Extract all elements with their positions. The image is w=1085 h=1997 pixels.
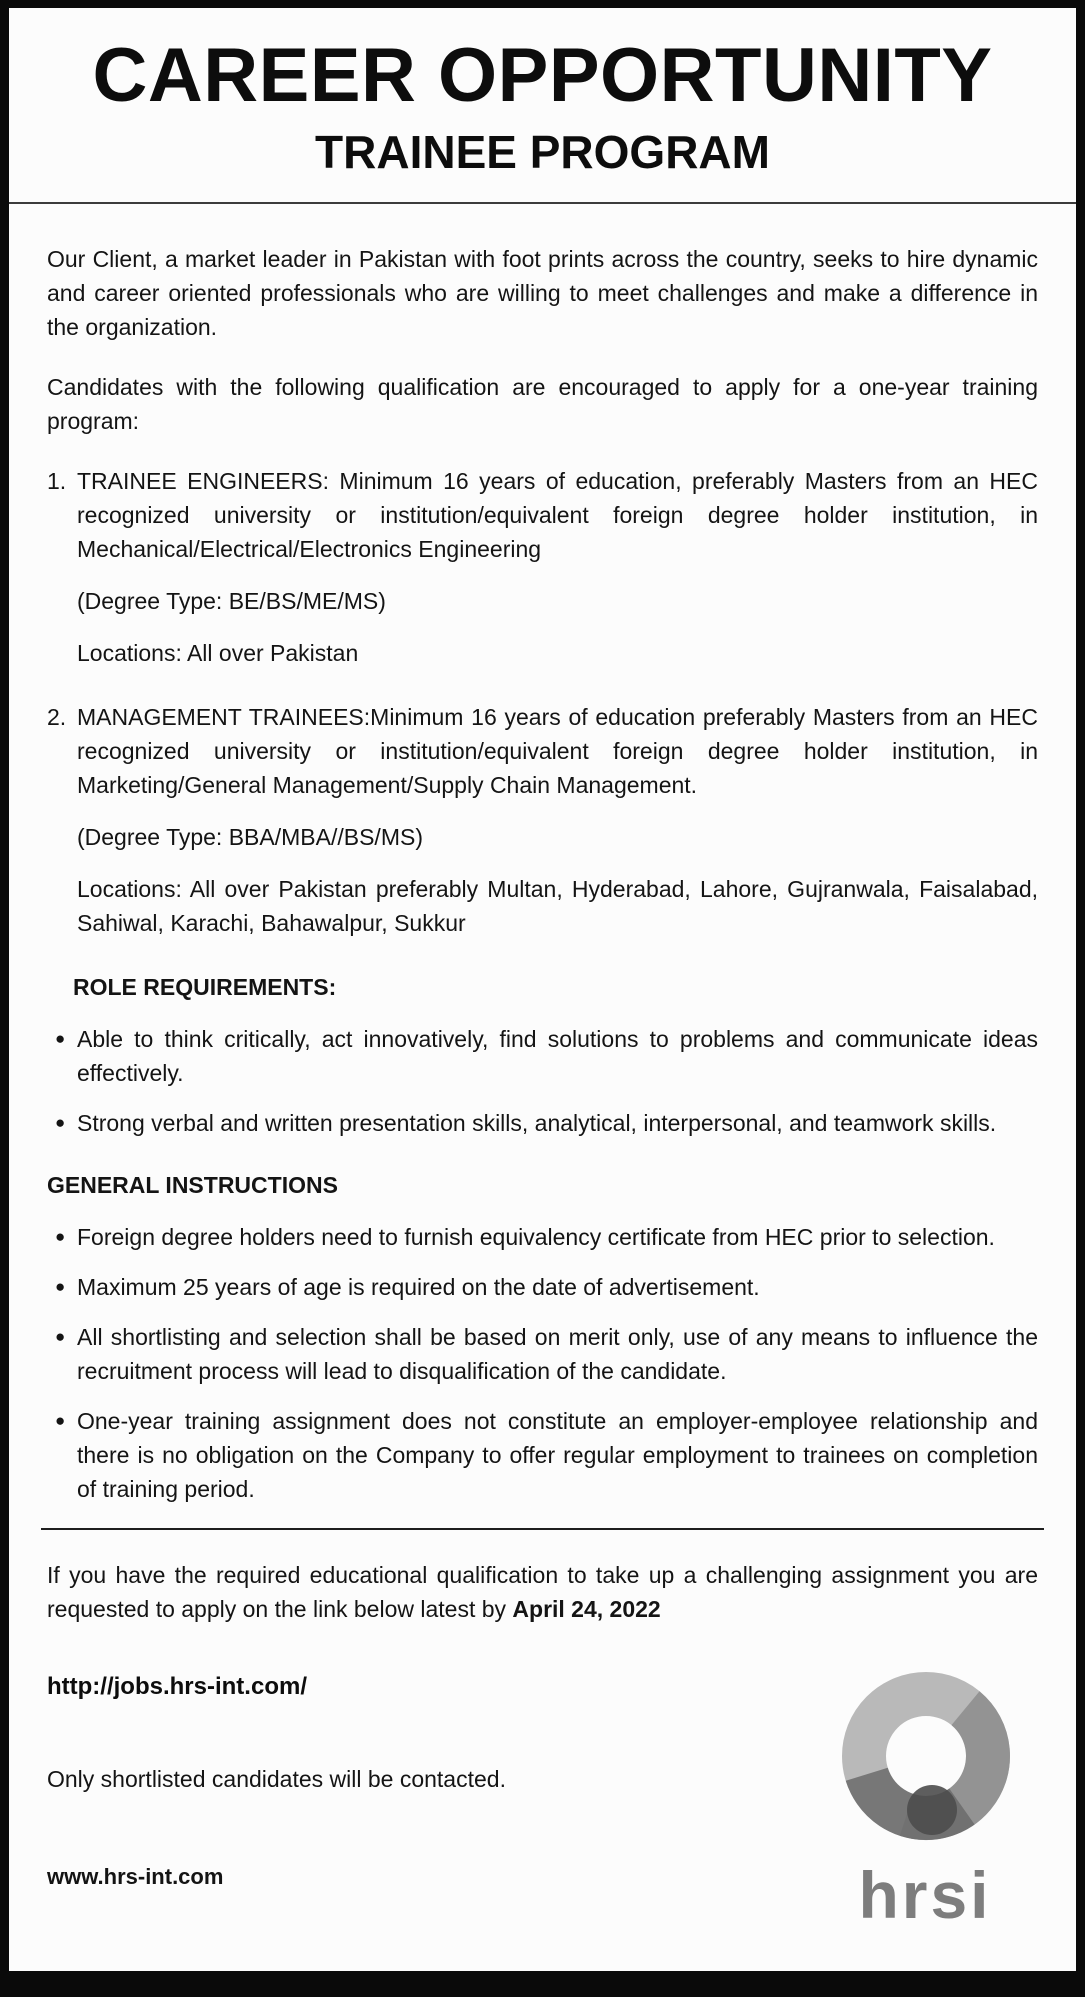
qualification-paragraph: Candidates with the following qualification are encouraged to apply for a one-year training program: [47, 374, 1038, 435]
bullet-icon: ● [55, 1327, 66, 1347]
role-requirement-text: Able to think critically, act innovatively, find solutions to problems and communicate ideas effectively. [77, 1026, 1038, 1087]
intro-paragraph: Our Client, a market leader in Pakistan with foot prints across the country, seeks to hire dynamic and career oriented professionals who are willing to meet challenges and make a difference in the organization. [47, 246, 1038, 341]
role-requirement-item [47, 1106, 1038, 1140]
role-requirement-text: Strong verbal and written presentation skills, analytical, interpersonal, and teamwork skills. [77, 1110, 997, 1137]
bullet-icon: ● [55, 1029, 66, 1049]
apply-text: If you have the required educational qualification to take up a challenging assignment you are requested to apply on the link below latest by [47, 1562, 1038, 1623]
position-item-trainee-engineers [47, 464, 1038, 670]
position-number: 1. [47, 468, 67, 495]
bullet-icon: ● [55, 1113, 66, 1133]
apply-paragraph [47, 1558, 1038, 1626]
position-locations: Locations: All over Pakistan [77, 640, 359, 667]
hrsi-logo-mark [820, 1660, 1030, 1860]
hrsi-logo-wordmark: hrsi [858, 1858, 992, 1932]
general-instruction-item [47, 1270, 1038, 1304]
hrsi-logo [810, 1660, 1040, 1932]
general-instruction-text: One-year training assignment does not constitute an employer-employee relationship and there is no obligation on the Company to offer regular employment to trainees on completion of training period. [77, 1408, 1038, 1503]
position-number: 2. [47, 704, 67, 731]
position-degree-type: (Degree Type: BE/BS/ME/MS) [77, 588, 386, 615]
position-description: TRAINEE ENGINEERS: Minimum 16 years of education, preferably Masters from an HEC recognized university or institution/equivalent foreign degree holder institution, in Mechanical/Electrical/Electronics Engineering [77, 468, 1038, 563]
general-instruction-item [47, 1320, 1038, 1388]
bullet-icon: ● [55, 1277, 66, 1297]
role-requirements-heading: ROLE REQUIREMENTS: [73, 974, 337, 1001]
general-instruction-item [47, 1220, 1038, 1254]
general-instruction-text: All shortlisting and selection shall be based on merit only, use of any means to influence the recruitment process will lead to disqualification of the candidate. [77, 1324, 1038, 1385]
position-locations: Locations: All over Pakistan preferably Multan, Hyderabad, Lahore, Gujranwala, Faisalabad, Sahiwal, Karachi, Bahawalpur, Sukkur [77, 876, 1038, 937]
ad-header [9, 8, 1076, 204]
general-instruction-text: Maximum 25 years of age is required on the date of advertisement. [77, 1274, 760, 1301]
deadline-date: April 24, 2022 [512, 1596, 661, 1623]
role-requirement-item [47, 1022, 1038, 1090]
section-divider [41, 1528, 1044, 1530]
page-title: CAREER OPPORTUNITY [92, 33, 993, 118]
bullet-icon: ● [55, 1411, 66, 1431]
general-instruction-item [47, 1404, 1038, 1506]
general-instruction-text: Foreign degree holders need to furnish equivalency certificate from HEC prior to selection. [77, 1224, 995, 1251]
apply-url-link[interactable]: http://jobs.hrs-int.com/ [47, 1673, 307, 1701]
general-instructions-heading: GENERAL INSTRUCTIONS [47, 1172, 338, 1199]
position-degree-type: (Degree Type: BBA/MBA//BS/MS) [77, 824, 423, 851]
shortlist-note: Only shortlisted candidates will be contacted. [47, 1766, 506, 1793]
website-link[interactable]: www.hrs-int.com [47, 1864, 224, 1890]
position-description: MANAGEMENT TRAINEES:Minimum 16 years of education preferably Masters from an HEC recognized university or institution/equivalent foreign degree holder institution, in Marketing/General Management/Supply Chain Management. [77, 704, 1038, 799]
position-item-management-trainees [47, 700, 1038, 940]
page-subtitle: TRAINEE PROGRAM [315, 125, 770, 178]
ad-body [47, 204, 1038, 1894]
bullet-icon: ● [55, 1227, 66, 1247]
